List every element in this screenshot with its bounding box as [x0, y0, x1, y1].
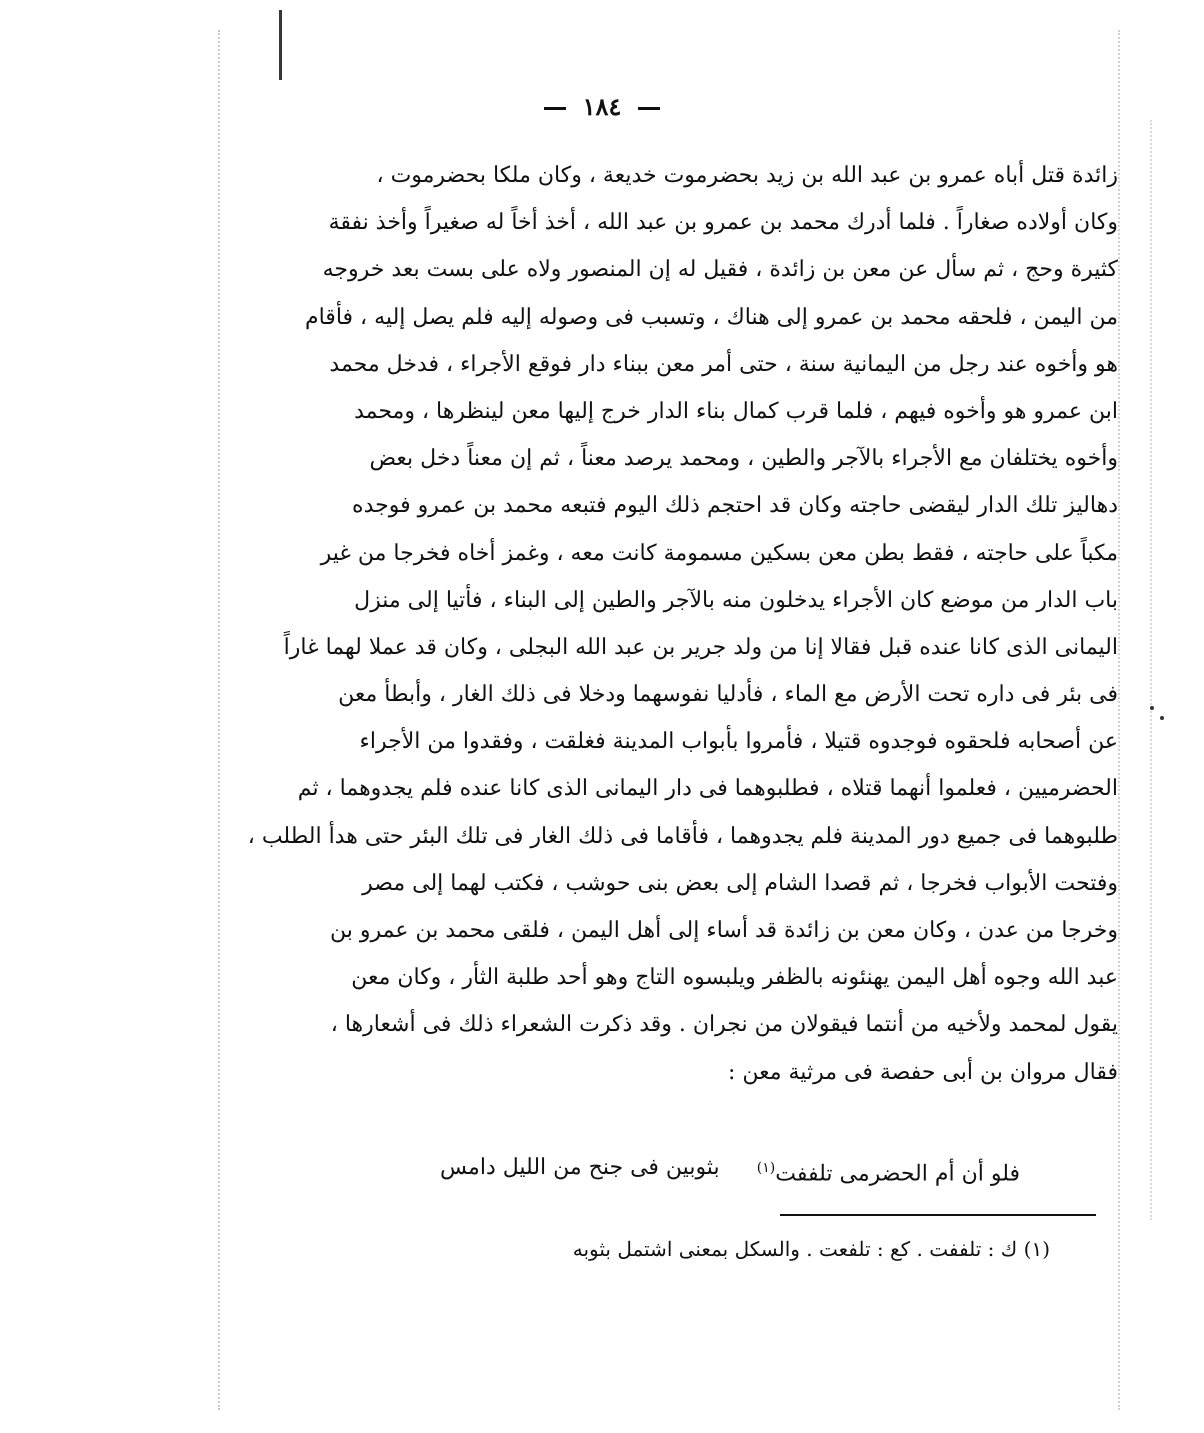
- body-line: وكان أولاده صغاراً . فلما أدرك محمد بن عمرو بن عبد الله ، أخذ أخاً له صغيراً وأخذ نفقة: [328, 210, 1118, 236]
- scan-edge-mark-right-faint: [1150, 120, 1152, 1220]
- footnote-reference: (١): [756, 1160, 776, 1176]
- footnote-divider: [780, 1214, 1096, 1216]
- body-line: يقول لمحمد ولأخيه من أنتما فيقولان من نجران . وقد ذكرت الشعراء ذلك فى أشعارها ،: [330, 1012, 1118, 1038]
- page-number-text: ١٨٤: [582, 92, 622, 121]
- verse-second-hemistich: بثوبين فى جنح من الليل دامس: [440, 1155, 720, 1180]
- scan-edge-bar-left: [279, 10, 282, 80]
- scan-speck: [1150, 706, 1154, 710]
- body-line: من اليمن ، فلحقه محمد بن عمرو إلى هناك ، وتسبب فى وصوله إليه فلم يصل إليه ، فأقام: [304, 304, 1118, 330]
- scan-edge-mark-right: [1118, 30, 1120, 1410]
- body-line: وفتحت الأبواب فخرجا ، ثم قصدا الشام إلى بعض بنى حوشب ، فكتب لهما إلى مصر: [362, 870, 1118, 896]
- body-line: الحضرميين ، فعلموا أنهما قتلاه ، فطلبوهما فى دار اليمانى الذى كانا عنده فلم يجدوهما ، ثم: [297, 776, 1118, 802]
- body-line: دهاليز تلك الدار ليقضى حاجته وكان قد احتجم ذلك اليوم فتبعه محمد بن عمرو فوجده: [352, 493, 1118, 519]
- footnote: (١) ك : تلففت . كع : تلفعت . والسكل بمعنى اشتمل بثوبه: [572, 1237, 1050, 1261]
- body-line: باب الدار من موضع كان الأجراء يدخلون منه بالآجر والطين إلى البناء ، فأتيا إلى منزل: [354, 587, 1118, 613]
- verse-first-hemistich-text: فلو أن أم الحضرمى تلففت: [775, 1161, 1020, 1187]
- page-number-dash: [638, 107, 660, 110]
- body-line: وخرجا من عدن ، وكان معن بن زائدة قد أساء إلى أهل اليمن ، فلقى محمد بن عمرو بن: [330, 918, 1118, 943]
- body-line: ابن عمرو هو وأخوه فيهم ، فلما قرب كمال بناء الدار خرج إليها معن لينظرها ، ومحمد: [354, 398, 1118, 424]
- scan-speck: [1160, 716, 1164, 720]
- body-line: فى بئر فى داره تحت الأرض مع الماء ، فأدليا نفوسهما ودخلا فى ذلك الغار ، وأبطأ معن: [338, 682, 1118, 708]
- page-number: [0, 92, 1204, 121]
- poem-verse: [440, 1148, 1020, 1194]
- body-line: وأخوه يختلفان مع الأجراء بالآجر والطين ، ومحمد يرصد معناً ، ثم إن معناً دخل بعض: [369, 446, 1118, 472]
- body-line: مكباً على حاجته ، فقط بطن معن بسكين مسمومة كانت معه ، وغمز أخاه فخرجا من غير: [320, 540, 1118, 566]
- body-line: كثيرة وحج ، ثم سأل عن معن بن زائدة ، فقيل له إن المنصور ولاه على بست بعد خروجه: [322, 257, 1118, 283]
- scan-edge-mark-left: [218, 30, 220, 1410]
- body-line: فقال مروان بن أبى حفصة فى مرثية معن :: [727, 1059, 1118, 1085]
- body-line: هو وأخوه عند رجل من اليمانية سنة ، حتى أمر معن ببناء دار فوقع الأجراء ، فدخل محمد: [329, 351, 1118, 377]
- verse-first-hemistich: [757, 1148, 1020, 1194]
- body-line: عبد الله وجوه أهل اليمن يهنئونه بالظفر ويلبسوه التاج وهو أحد طلبة الثأر ، وكان معن: [351, 965, 1118, 991]
- body-line: عن أصحابه فلحقوه فوجدوه قتيلا ، فأمروا بأبواب المدينة فغلقت ، وفقدوا من الأجراء: [359, 729, 1118, 755]
- body-line: زائدة قتل أباه عمرو بن عبد الله بن زيد بحضرموت خديعة ، وكان ملكا بحضرموت ،: [376, 163, 1118, 188]
- body-line: اليمانى الذى كانا عنده قبل فقالا إنا من ولد جرير بن عبد الله البجلى ، وكان قد عملا لهما غاراً: [283, 634, 1118, 660]
- page-number-dash: [544, 107, 566, 110]
- body-text: [247, 152, 1118, 1096]
- body-line: طلبوهما فى جميع دور المدينة فلم يجدوهما ، فأقاما فى ذلك الغار فى تلك البئر حتى هدأ الطلب ،: [247, 823, 1118, 849]
